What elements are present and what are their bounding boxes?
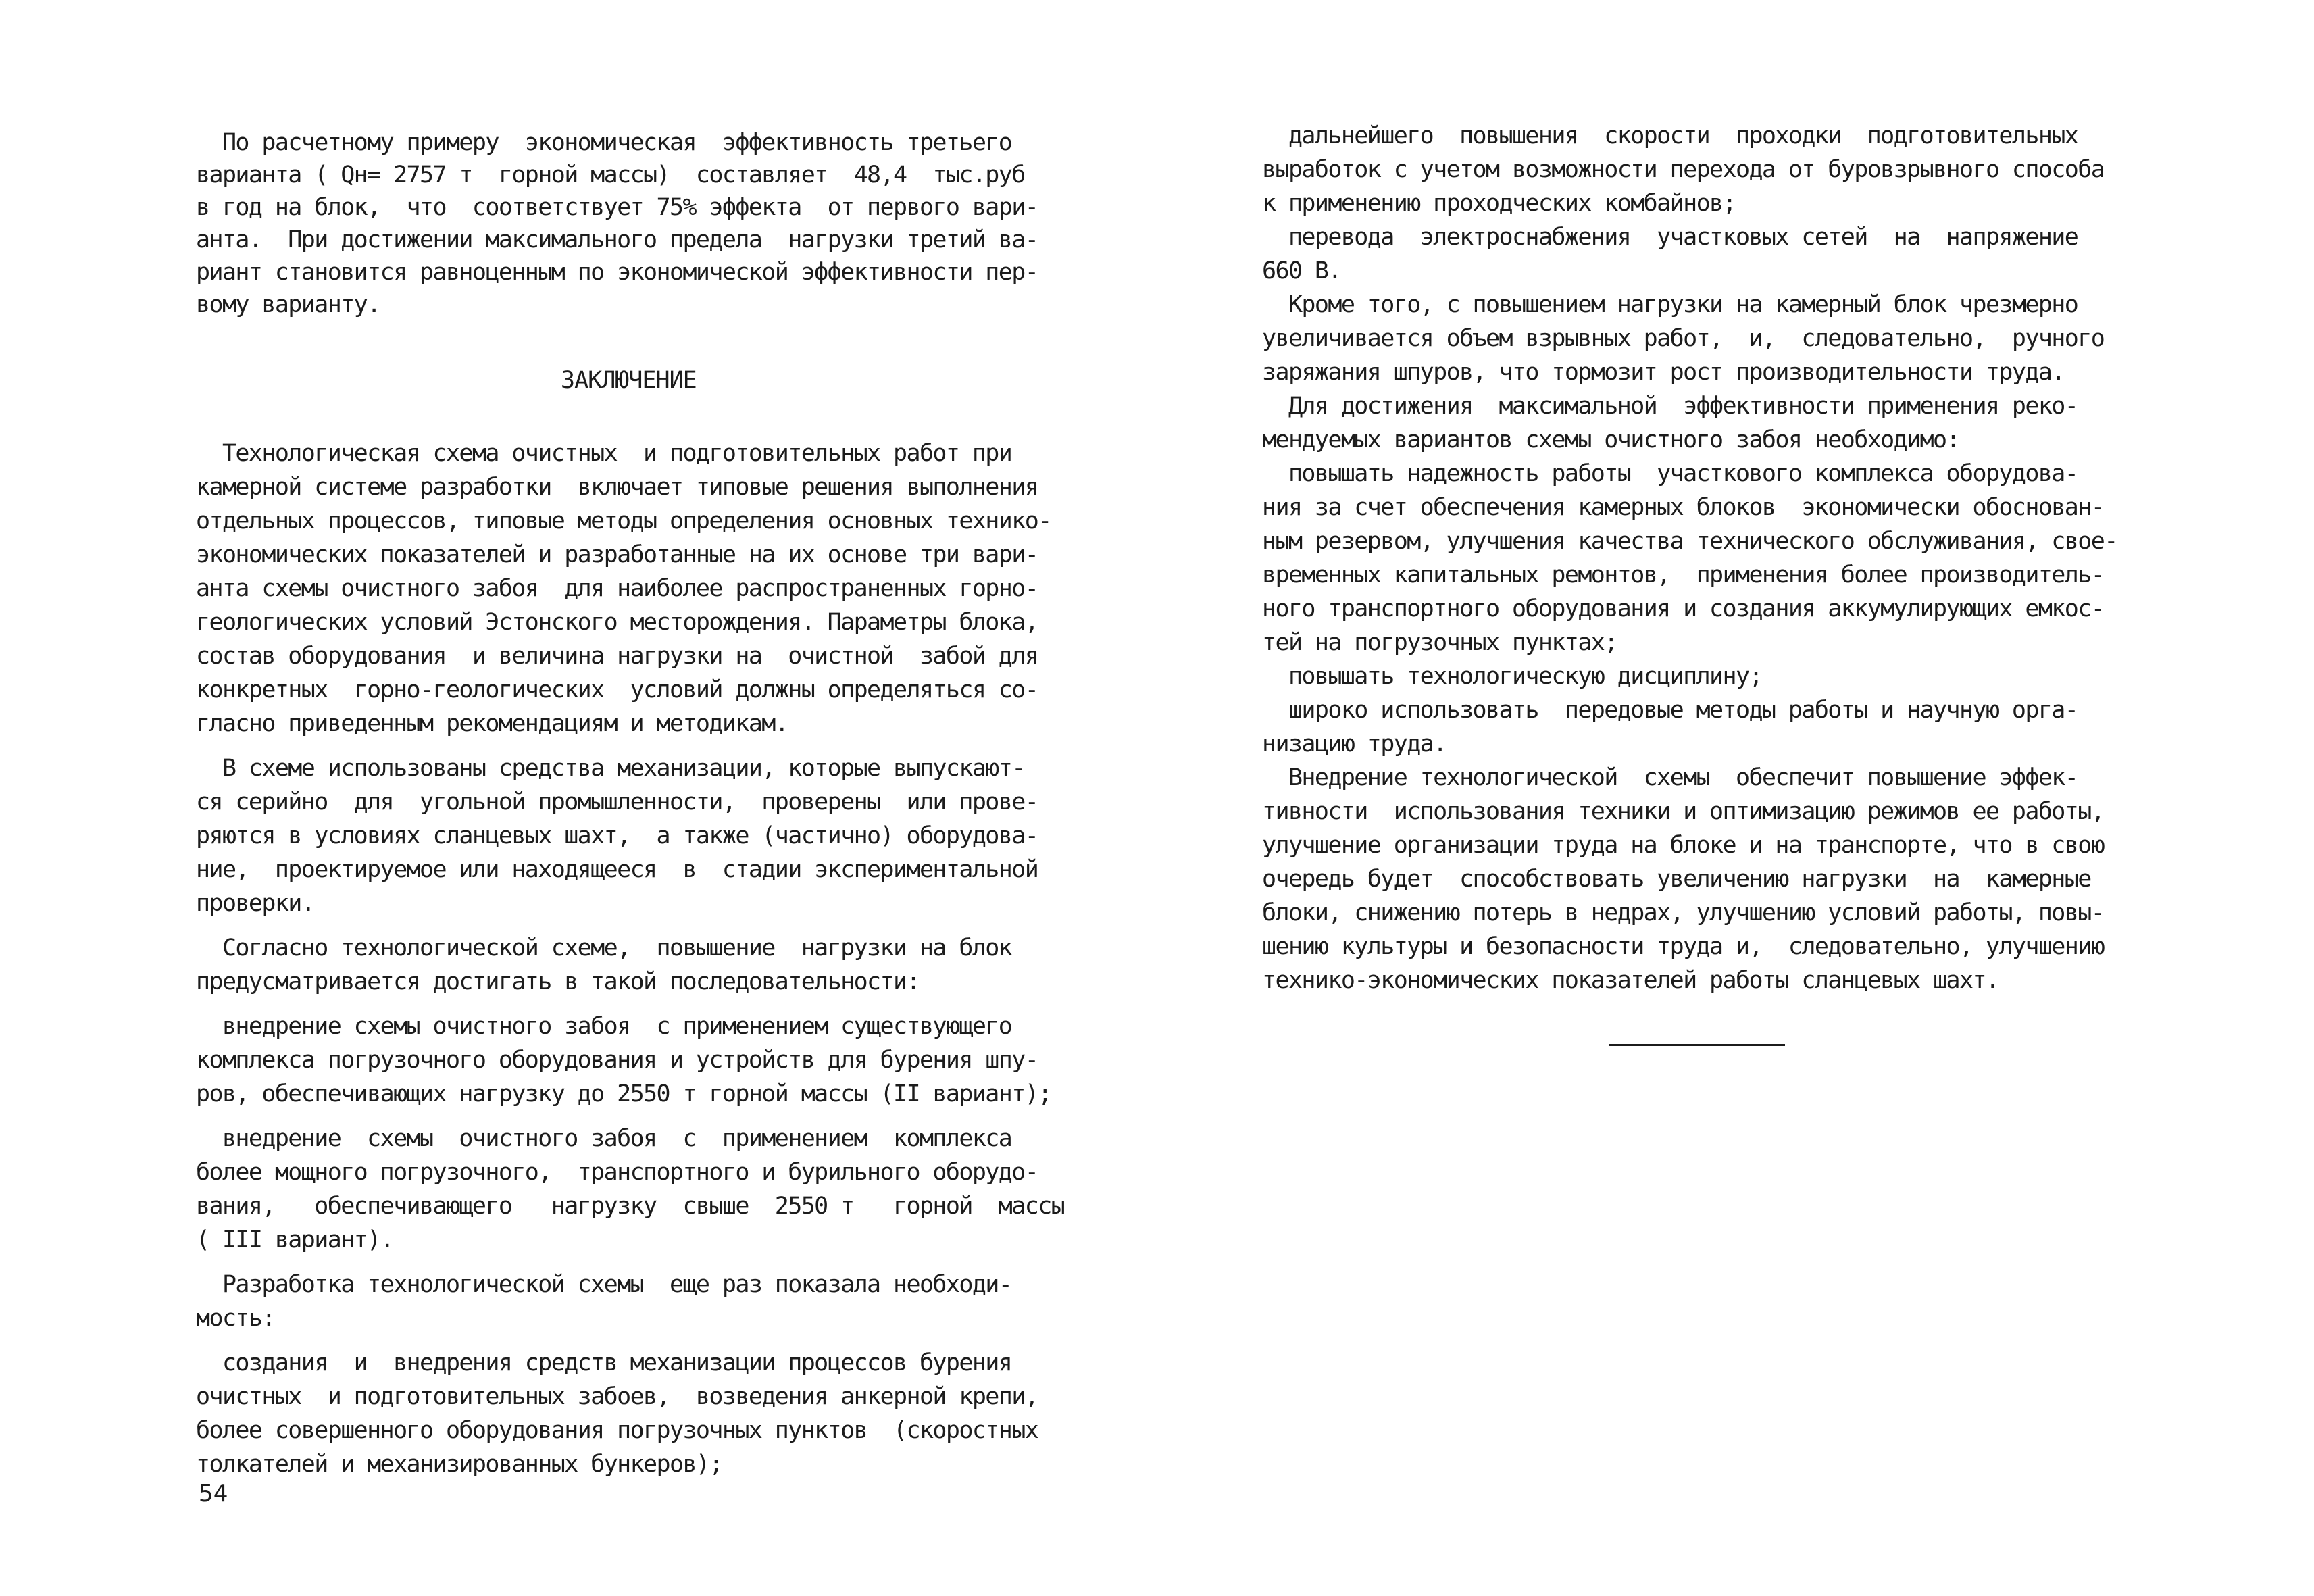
text-line: блоки, снижению потерь в недрах, улучшению условий работы, повы-	[1262, 899, 2105, 926]
text-line: Согласно технологической схеме, повышение нагрузки на блок	[196, 934, 1012, 962]
text-line: ров, обеспечивающих нагрузку до 2550 т горной массы (II вариант);	[196, 1080, 1051, 1107]
text-line: низацию труда.	[1262, 730, 1447, 757]
text-line: Кроме того, с повышением нагрузки на камерный блок чрезмерно	[1262, 291, 2078, 318]
end-divider	[1609, 1044, 1785, 1046]
text-line: ся серийно для угольной промышленности, проверены или прове-	[196, 789, 1038, 816]
text-line: геологических условий Эстонского месторождения. Параметры блока,	[196, 609, 1038, 636]
text-line: Разработка технологической схемы еще раз показала необходи-	[196, 1271, 1012, 1298]
page-number: 54	[199, 1480, 228, 1507]
text-line: дальнейшего повышения скорости проходки подготовительных	[1262, 122, 2078, 149]
text-line: очистных и подготовительных забоев, возведения анкерной крепи,	[196, 1383, 1038, 1410]
section-heading: ЗАКЛЮЧЕНИЕ	[561, 367, 697, 394]
text-line: улучшение организации труда на блоке и на транспорте, что в свою	[1262, 832, 2105, 859]
text-line: увеличивается объем взрывных работ, и, следовательно, ручного	[1262, 325, 2105, 352]
text-line: отдельных процессов, типовые методы определения основных технико-	[196, 507, 1051, 534]
text-line: экономических показателей и разработанные на их основе три вари-	[196, 541, 1038, 568]
text-line: тей на погрузочных пунктах;	[1262, 629, 1617, 656]
text-line: ния за счет обеспечения камерных блоков экономически обоснован-	[1262, 494, 2105, 521]
text-line: внедрение схемы очистного забоя с применением существующего	[196, 1013, 1012, 1040]
text-line: комплекса погрузочного оборудования и устройств для бурения шпу-	[196, 1047, 1038, 1074]
text-line: широко использовать передовые методы работы и научную орга-	[1262, 697, 2078, 724]
text-line: заряжания шпуров, что тормозит рост производительности труда.	[1262, 359, 2065, 386]
text-line: вания, обеспечивающего нагрузку свыше 2550 т горной массы	[196, 1193, 1065, 1220]
text-line: ( III вариант).	[196, 1226, 394, 1253]
text-line: внедрение схемы очистного забоя с применением комплекса	[196, 1125, 1012, 1152]
text-line: состав оборудования и величина нагрузки на очистной забой для	[196, 643, 1038, 670]
text-line: ние, проектируемое или находящееся в стадии экспериментальной	[196, 856, 1038, 883]
text-line: перевода электроснабжения участковых сетей на напряжение	[1262, 224, 2078, 251]
text-line: технико-экономических показателей работы сланцевых шахт.	[1262, 967, 1999, 994]
text-line: проверки.	[196, 890, 315, 917]
text-line: более мощного погрузочного, транспортного и бурильного оборудо-	[196, 1159, 1038, 1186]
text-line: к применению проходческих комбайнов;	[1262, 190, 1736, 217]
text-line: повышать надежность работы участкового комплекса оборудова-	[1262, 460, 2078, 487]
text-line: варианта ( Qн= 2757 т горной массы) составляет 48,4 тыс.руб	[196, 161, 1025, 189]
text-line: временных капитальных ремонтов, применения более производитель-	[1262, 562, 2105, 589]
text-line: анта схемы очистного забоя для наиболее распространенных горно-	[196, 575, 1038, 602]
text-line: очередь будет способствовать увеличению нагрузки на камерные	[1262, 866, 2091, 893]
text-line: риант становится равноценным по экономической эффективности пер-	[196, 259, 1038, 286]
text-line: гласно приведенным рекомендациям и методикам.	[196, 710, 788, 737]
text-line: ным резервом, улучшения качества технического обслуживания, свое-	[1262, 528, 2117, 555]
text-line: выработок с учетом возможности перехода от буровзрывного способа	[1262, 156, 2105, 183]
text-line: толкателей и механизированных бункеров);	[196, 1451, 722, 1478]
text-line: в год на блок, что соответствует 75% эффекта от первого вари-	[196, 194, 1038, 221]
text-line: Технологическая схема очистных и подготовительных работ при	[196, 440, 1012, 467]
text-line: анта. При достижении максимального предела нагрузки третий ва-	[196, 226, 1038, 253]
text-line: повышать технологическую дисциплину;	[1262, 663, 1762, 690]
text-line: камерной системе разработки включает типовые решения выполнения	[196, 474, 1038, 501]
text-line: предусматривается достигать в такой последовательности:	[196, 968, 920, 995]
text-line: ного транспортного оборудования и создания аккумулирующих емкос-	[1262, 595, 2105, 622]
text-line: более совершенного оборудования погрузочных пунктов (скоростных	[196, 1417, 1038, 1444]
text-line: ряются в условиях сланцевых шахт, а также (частично) оборудова-	[196, 822, 1038, 849]
text-line: создания и внедрения средств механизации процессов бурения	[196, 1349, 1012, 1376]
text-line: По расчетному примеру экономическая эффективность третьего	[196, 129, 1012, 156]
text-line: вому варианту.	[196, 291, 380, 318]
text-line: В схеме использованы средства механизации, которые выпускают-	[196, 755, 1025, 782]
text-line: конкретных горно-геологических условий должны определяться со-	[196, 676, 1038, 703]
text-line: Для достижения максимальной эффективности применения реко-	[1262, 393, 2078, 420]
text-line: мендуемых вариантов схемы очистного забоя необходимо:	[1262, 426, 1960, 453]
text-line: шению культуры и безопасности труда и, следовательно, улучшению	[1262, 933, 2105, 960]
text-line: тивности использования техники и оптимизацию режимов ее работы,	[1262, 798, 2105, 825]
text-line: Внедрение технологической схемы обеспечит повышение эффек-	[1262, 764, 2078, 791]
text-line: 660 В.	[1262, 257, 1341, 284]
text-line: мость:	[196, 1305, 275, 1332]
